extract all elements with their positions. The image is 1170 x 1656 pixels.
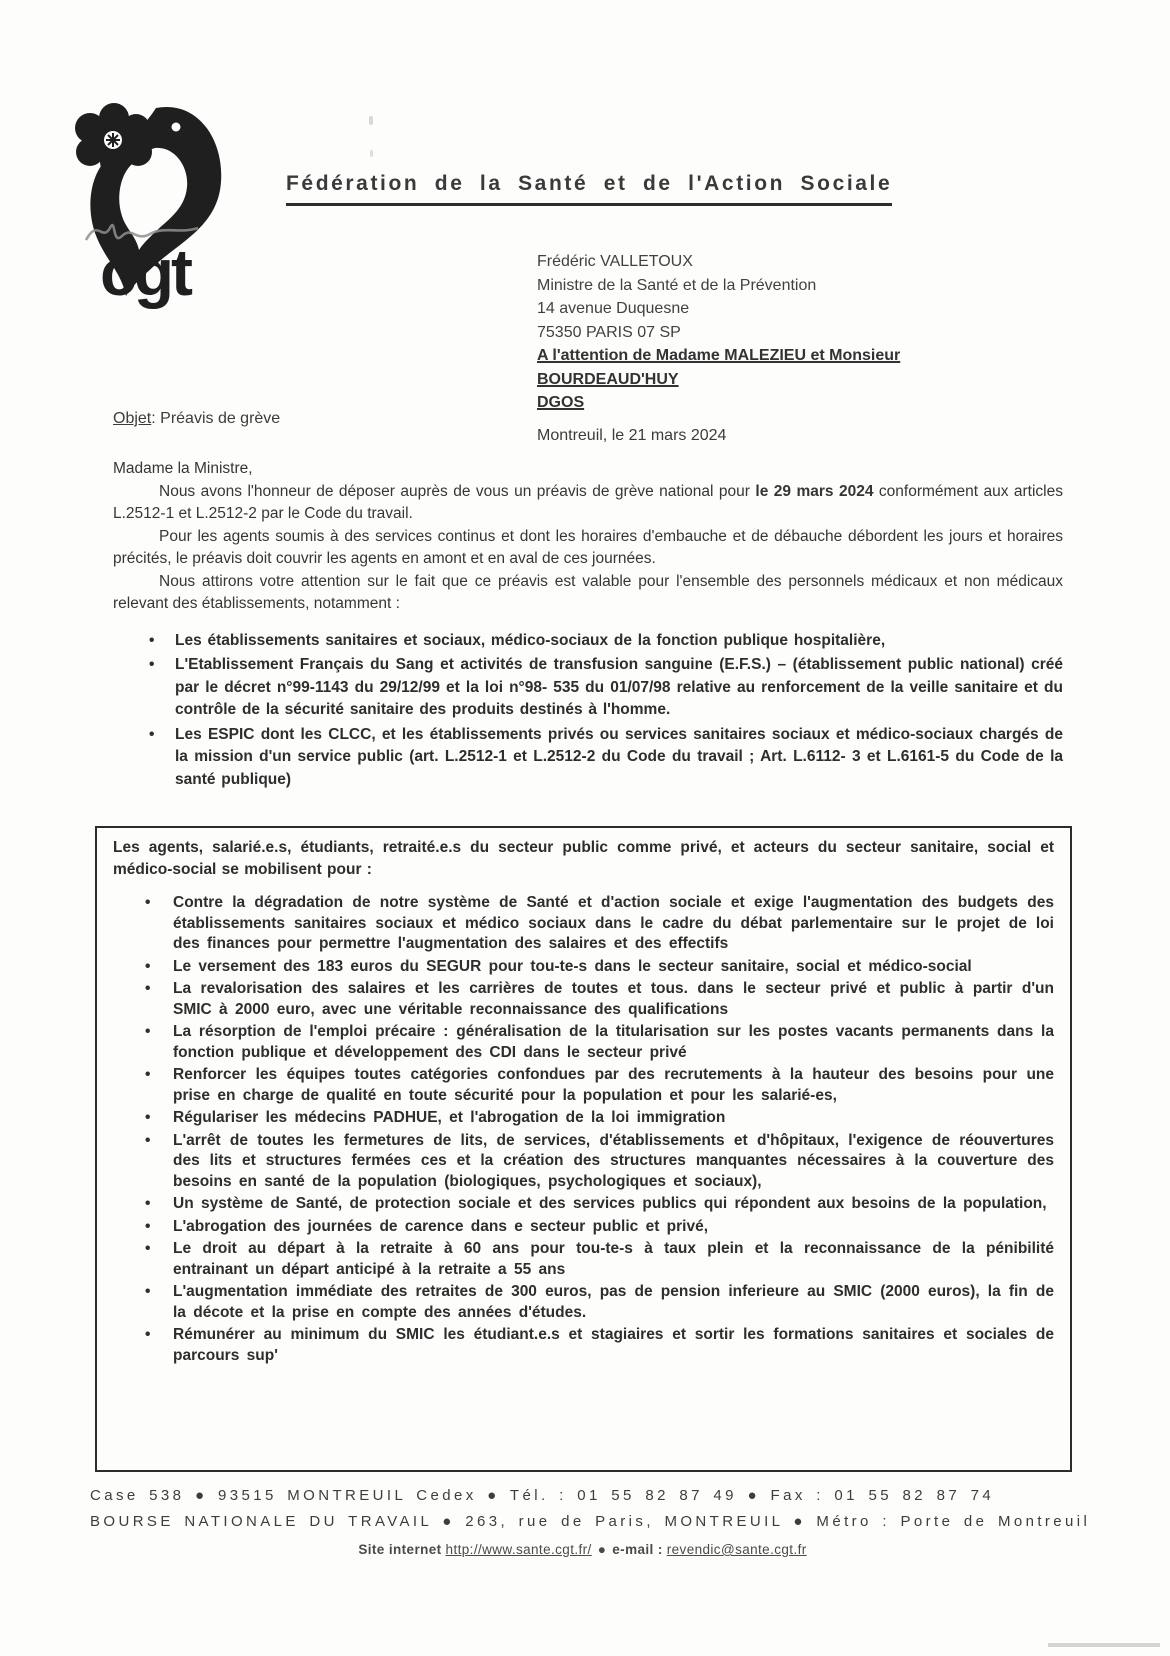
list-item: • Les ESPIC dont les CLCC, et les établissements privés ou services sanitaires sociaux et médico-sociaux chargés de la mission d'un service public (art. L.2512-1 et L.2512-2 du Code du travail ; Art. L.6112- 3 et L.6161-5 du Code de la santé publique) [113,724,1063,792]
list-item: • L'Etablissement Français du Sang et activités de transfusion sanguine (E.F.S.) – (établissement public national) créé par le décret n°99-1143 du 29/12/99 et la loi n°98- 535 du 01/07/98 relative au renforcement de la veille sanitaire et du contrôle de la sécurité sanitaire des produits destinés à l'homme. [113,654,1063,722]
list-item: • Régulariser les médecins PADHUE, et l'abrogation de la loi immigration [113,1108,1054,1129]
recipient-title: Ministre de la Santé et de la Prévention [537,276,817,294]
letterhead-title: Fédération de la Santé et de l'Action Sociale [286,172,892,206]
footer [90,1483,1091,1557]
establishments-list [113,630,1063,792]
recipient-block [537,250,900,415]
email-link: revendic@sante.cgt.fr [666,1542,807,1557]
list-item: • Les établissements sanitaires et sociaux, médico-sociaux de la fonction publique hospitalière, [113,630,1063,653]
list-item: • La revalorisation des salaires et les carrières de toutes et tous. dans le secteur privé et public à partir d'un SMIC à 2000 euro, avec une véritable reconnaissance des qualifications [113,979,1054,1020]
attention-line-3: DGOS [537,394,585,411]
email-label: e-mail : [612,1542,663,1557]
list-item: • La résorption de l'emploi précaire : généralisation de la titularisation sur les postes vacants permanents dans la fonction publique et développement des CDI dans le secteur privé [113,1022,1054,1063]
recipient-name: Frédéric VALLETOUX [537,253,693,270]
list-item: • Contre la dégradation de notre système de Santé et d'action sociale et exige l'augmentation des budgets des établissements sanitaires sociaux et médico sociaux dans le cadre du débat parlementaire sur le projet de loi des finances pour permettre l'augmentation des salaires et des effectifs [113,893,1054,955]
date-line: Montreuil, le 21 mars 2024 [537,427,727,444]
cgt-logo-text: cgt [100,235,190,309]
list-item: • Renforcer les équipes toutes catégories confondues par des recrutements à la hauteur des besoins pour une prise en charge de qualité en toute sécurité pour la population et pour les salarié-es, [113,1065,1054,1106]
demands-box-title: Les agents, salarié.e.s, étudiants, retraité.e.s du secteur public comme privé, et acteurs du secteur sanitaire, social et médico-social se mobilisent pour : [113,839,1054,878]
footer-contact-line [90,1542,1075,1557]
list-item: • Le versement des 183 euros du SEGUR pour tou-te-s dans le secteur sanitaire, social et médico-social [113,957,1054,978]
recipient-address-line2: 75350 PARIS 07 SP [537,323,681,341]
salutation: Madame la Ministre, [113,460,253,477]
list-item: • Rémunérer au minimum du SMIC les étudiant.e.s et stagiaires et sortir les formations sanitaires et sociales de parcours sup' [113,1325,1054,1366]
cgt-dove-flower-icon [52,90,252,310]
list-item: • Un système de Santé, de protection sociale et des services publics qui répondent aux besoins de la population, [113,1194,1054,1215]
subject-value: : Préavis de grève [151,410,281,427]
paragraph-2: Pour les agents soumis à des services continus et dont les horaires d'embauche et de débauche débordent les jours et horaires précités, le préavis doit couvrir les agents en amont et en aval de ces journées. [113,527,1063,567]
list-item: • Le droit au départ à la retraite à 60 ans pour tou-te-s à taux plein et la reconnaissance de la pénibilité entrainant un départ anticipé à la retraite a 55 ans [113,1239,1054,1280]
subject-line [113,410,280,428]
scan-artifact [370,150,373,157]
list-item: • L'arrêt de toutes les fermetures de lits, de services, d'établissements et d'hôpitaux, l'exigence de réouvertures des lits et structures fermées ces et la création des structures manquantes nécessaires à la couverture des besoins en santé de la population (biologiques, psychologiques et sociaux), [113,1131,1054,1193]
recipient-address-line1: 14 avenue Duquesne [537,300,690,317]
footer-bourse-line: BOURSE NATIONALE DU TRAVAIL ● 263, rue de Paris, MONTREUIL ● Métro : Porte de Montreuil [90,1513,1091,1530]
site-url-link: http://www.sante.cgt.fr/ [445,1542,592,1557]
cgt-logo [52,90,252,310]
scan-artifact [369,116,373,125]
site-label: Site internet [358,1542,442,1557]
letter-body [113,458,1063,793]
scan-artifact [1048,1643,1160,1647]
paragraph-1-post: conformément aux articles L.2512-1 et L.2512-2 par le Code du travail. [113,482,1063,522]
attention-line-2: BOURDEAUD'HUY [537,370,679,388]
demands-list [113,893,1054,1366]
demands-box [95,826,1072,1472]
strike-date-bold: le 29 mars 2024 [755,482,874,500]
bullet-separator-icon: ● [597,1542,607,1557]
paragraph-1-pre: Nous avons l'honneur de déposer auprès de vous un préavis de grève national pour [159,482,756,500]
list-item: • L'abrogation des journées de carence dans e secteur public et privé, [113,1217,1054,1238]
list-item: • L'augmentation immédiate des retraites de 300 euros, pas de pension inferieure au SMIC (2000 euros), la fin de la décote et la prise en compte des années d'études. [113,1282,1054,1323]
footer-address-line: Case 538 ● 93515 MONTREUIL Cedex ● Tél. : 01 55 82 87 49 ● Fax : 01 55 82 87 74 [90,1487,995,1504]
attention-line-1: A l'attention de Madame MALEZIEU et Monsieur [537,347,901,364]
paragraph-3: Nous attirons votre attention sur le fait que ce préavis est valable pour l'ensemble des personnels médicaux et non médicaux relevant des établissements, notamment : [113,572,1063,612]
paragraph-1 [113,481,1063,526]
subject-label: Objet [113,410,152,427]
